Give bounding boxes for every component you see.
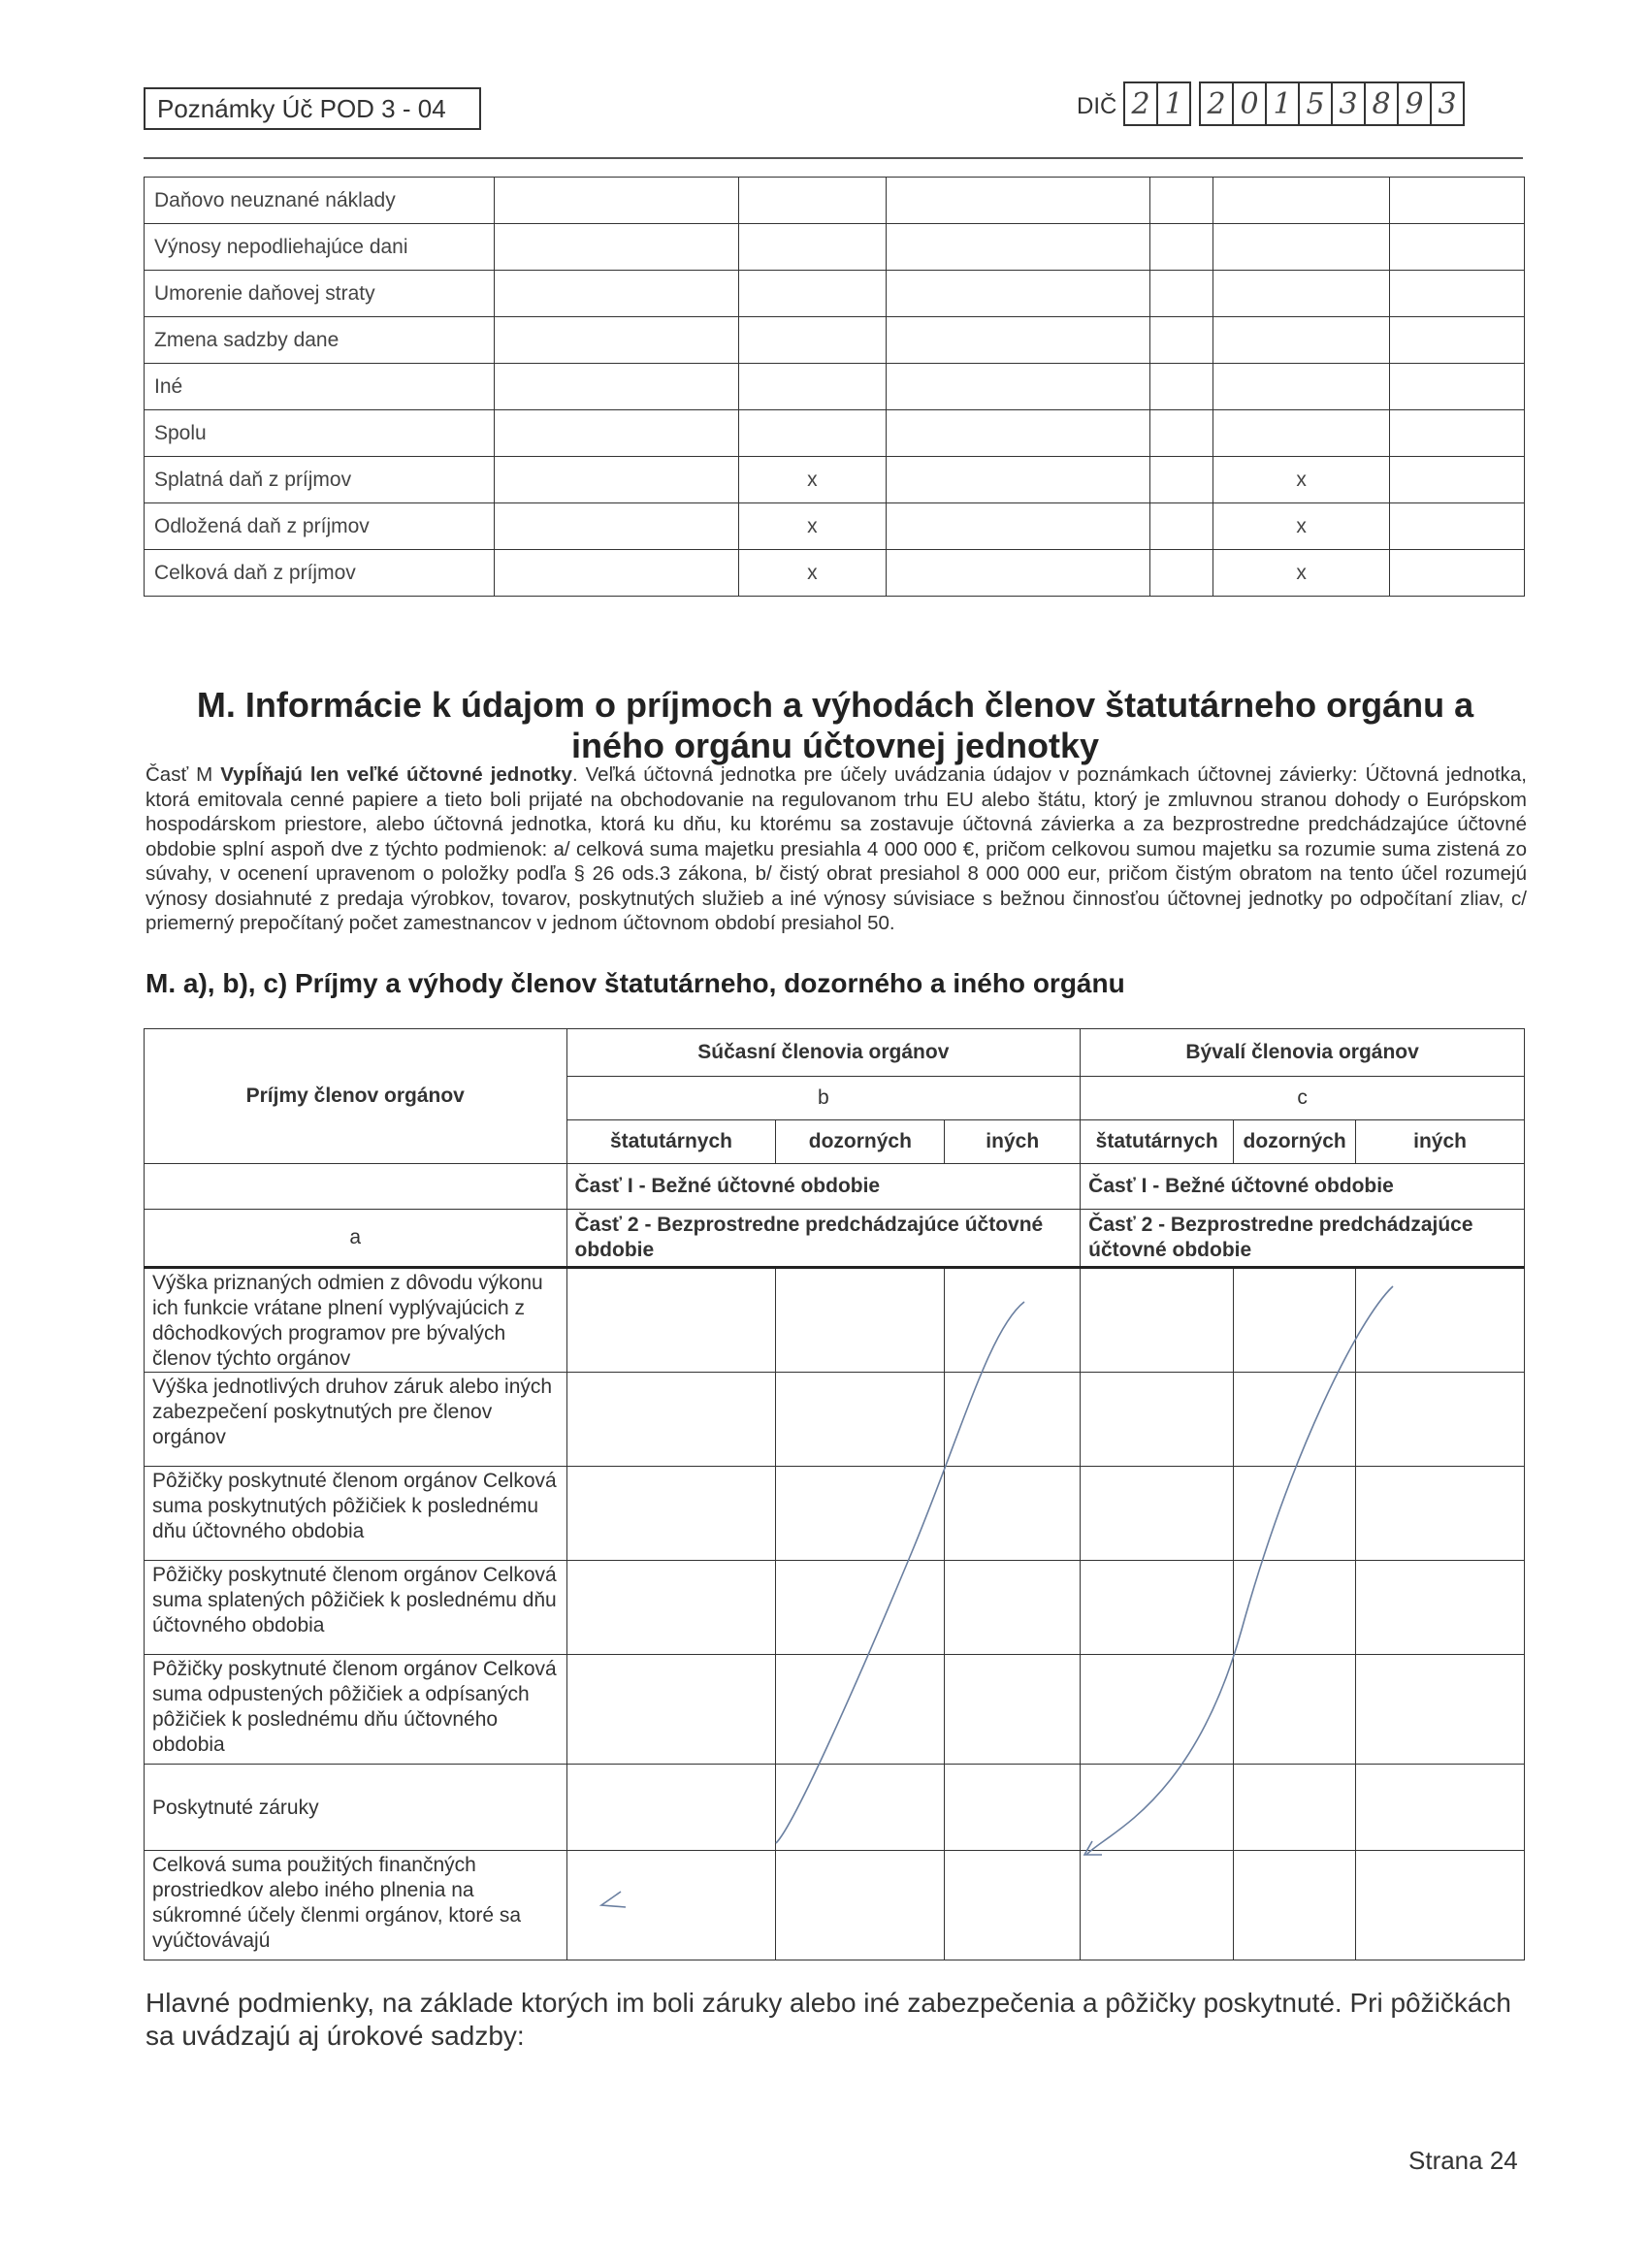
tax-cell (1390, 317, 1525, 364)
col-supervisory: dozorných (1234, 1120, 1356, 1164)
intro-prefix: Časť M (146, 763, 221, 786)
tax-cell (1390, 550, 1525, 597)
tax-cell-marker (738, 364, 887, 410)
members-cell (945, 1561, 1081, 1655)
members-row-label: Výška priznaných odmien z dôvodu výkonu ich funkcie vrátane plnení vyplývajúcich z dôchodkových programov pre bývalých členov týchto orgánov (145, 1268, 567, 1373)
tax-cell (1149, 503, 1212, 550)
tax-cell (494, 317, 738, 364)
members-cell (1081, 1561, 1234, 1655)
tax-cell (887, 503, 1149, 550)
tax-cell (494, 224, 738, 271)
tax-cell-marker: x (1212, 457, 1389, 503)
tax-cell (1149, 271, 1212, 317)
tax-cell (887, 457, 1149, 503)
spacer-cell (145, 1164, 567, 1210)
members-row-label: Pôžičky poskytnuté členom orgánov Celková suma poskytnutých pôžičiek k poslednému dňu účtovného obdobia (145, 1467, 567, 1561)
intro-text: . Veľká účtovná jednotka pre účely uvádzania údajov v poznámkach účtovnej závierky: Účtovná jednotka, ktorá emitovala cenné papiere a tieto boli prijaté na obchodovanie na regulovanom trhu EU alebo štátu, ktorý je zmluvnou stranou dohody o Európskom hospodárskom priestore, alebo účtovná jednotka, ktorá ku dňu, ku ktorému sa zostavuje účtovná závierka a za bezprostredne predchádzajúce účtovné obdobie splní aspoň dve z týchto podmienok: a/ celková suma majetku presiahla 4 000 000 €, pričom celkovou sumou majetku sa rozumie suma zistená zo súvahy, v ocenení upravenom o položky podľa § 26 ods.3 zákona, b/ čistý obrat presiahol 8 000 000 eur, pričom čistým obratom na tento účel rozumejú výnosy dosiahnuté z predaja výrobkov, tovarov, poskytnutých služieb a iné výnosy súvisiace s bežnou činnosťou účtovnej jednotky po odpočítaní zliav, c/ priemerný prepočítaný počet zamestnancov v jednom účtovnom období presiahol 50. (146, 763, 1528, 934)
tax-row-label: Zmena sadzby dane (145, 317, 495, 364)
members-cell (1234, 1765, 1356, 1851)
tax-row (145, 410, 1525, 457)
col-statutory: štatutárnych (1081, 1120, 1234, 1164)
tax-cell (887, 271, 1149, 317)
tax-cell-marker (738, 410, 887, 457)
tax-row (145, 550, 1525, 597)
tax-cell-marker: x (738, 550, 887, 597)
members-cell (566, 1851, 776, 1960)
form-title: Poznámky Úč POD 3 - 04 (144, 87, 481, 130)
tax-row (145, 503, 1525, 550)
tax-row-label: Celková daň z príjmov (145, 550, 495, 597)
tax-cell-marker (1212, 364, 1389, 410)
tax-cell (1390, 457, 1525, 503)
members-cell (1356, 1268, 1525, 1373)
members-cell (566, 1655, 776, 1765)
tax-cell (1149, 178, 1212, 224)
tax-cell (1390, 224, 1525, 271)
tax-cell-marker (738, 271, 887, 317)
former-letter: c (1081, 1077, 1525, 1120)
tax-row (145, 457, 1525, 503)
dic-digit: 2 (1123, 81, 1158, 126)
section-m-intro (146, 762, 1527, 936)
tax-cell (494, 271, 738, 317)
dic-digit: 0 (1232, 81, 1267, 126)
intro-bold: Vypĺňajú len veľké účtovné jednotky (220, 763, 572, 786)
members-cell (776, 1373, 945, 1467)
members-cell (1234, 1467, 1356, 1561)
tax-cell (1149, 550, 1212, 597)
members-cell (776, 1765, 945, 1851)
tax-row (145, 178, 1525, 224)
tax-cell (887, 364, 1149, 410)
tax-cell (887, 317, 1149, 364)
former-members-header: Bývalí členovia orgánov (1081, 1029, 1525, 1077)
members-cell (566, 1561, 776, 1655)
members-cell (1234, 1268, 1356, 1373)
members-cell (776, 1467, 945, 1561)
section-m-subtitle: M. a), b), c) Príjmy a výhody členov štatutárneho, dozorného a iného orgánu (146, 968, 1125, 998)
tax-row (145, 271, 1525, 317)
tax-cell (1390, 178, 1525, 224)
tax-cell-marker (1212, 178, 1389, 224)
members-row-label: Poskytnuté záruky (145, 1765, 567, 1851)
tax-row-label: Daňovo neuznané náklady (145, 178, 495, 224)
tax-row (145, 224, 1525, 271)
col-statutory: štatutárnych (566, 1120, 776, 1164)
members-cell (1081, 1765, 1234, 1851)
members-cell (1234, 1851, 1356, 1960)
tax-cell (887, 224, 1149, 271)
members-row-label: Pôžičky poskytnuté členom orgánov Celková suma splatených pôžičiek k poslednému dňu účtovného obdobia (145, 1561, 567, 1655)
members-cell (776, 1851, 945, 1960)
members-cell (566, 1467, 776, 1561)
members-income-table (144, 1028, 1525, 1960)
dic-digit: 3 (1430, 81, 1465, 126)
members-row (145, 1561, 1525, 1655)
tax-cell (1149, 457, 1212, 503)
tax-cell (1149, 224, 1212, 271)
part2-current: Časť 2 - Bezprostredne predchádzajúce účtovné obdobie (566, 1210, 1081, 1268)
tax-row-label: Splatná daň z príjmov (145, 457, 495, 503)
dic-digit: 3 (1331, 81, 1366, 126)
col-other: iných (945, 1120, 1081, 1164)
members-row (145, 1765, 1525, 1851)
tax-cell-marker (1212, 317, 1389, 364)
tax-cell-marker (1212, 410, 1389, 457)
members-cell (1356, 1851, 1525, 1960)
members-cell (1081, 1655, 1234, 1765)
members-cell (1234, 1655, 1356, 1765)
tax-cell (1149, 364, 1212, 410)
tax-cell-marker (738, 224, 887, 271)
tax-cell-marker (1212, 271, 1389, 317)
tax-cell (494, 503, 738, 550)
header-divider (144, 157, 1523, 159)
tax-cell (494, 550, 738, 597)
dic-digit: 1 (1156, 81, 1191, 126)
members-cell (776, 1268, 945, 1373)
tax-cell-marker: x (738, 503, 887, 550)
part2-former: Časť 2 - Bezprostredne predchádzajúce účtovné obdobie (1081, 1210, 1525, 1268)
dic-digit: 5 (1298, 81, 1333, 126)
tax-cell (494, 364, 738, 410)
dic-digit: 8 (1364, 81, 1399, 126)
tax-row-label: Umorenie daňovej straty (145, 271, 495, 317)
tax-cell (1390, 410, 1525, 457)
members-cell (945, 1467, 1081, 1561)
current-letter: b (566, 1077, 1081, 1120)
members-cell (566, 1765, 776, 1851)
tax-cell (1390, 271, 1525, 317)
tax-row-label: Výnosy nepodliehajúce dani (145, 224, 495, 271)
members-cell (945, 1851, 1081, 1960)
col-supervisory: dozorných (776, 1120, 945, 1164)
tax-cell (494, 410, 738, 457)
dic-digit: 2 (1199, 81, 1234, 126)
tax-row-label: Odložená daň z príjmov (145, 503, 495, 550)
members-row (145, 1467, 1525, 1561)
tax-cell (1149, 317, 1212, 364)
members-cell (1356, 1655, 1525, 1765)
members-cell (1356, 1467, 1525, 1561)
members-row (145, 1373, 1525, 1467)
page-number: Strana 24 (1408, 2146, 1518, 2175)
tax-cell (887, 178, 1149, 224)
members-row (145, 1655, 1525, 1765)
tax-row-label: Iné (145, 364, 495, 410)
tax-row (145, 317, 1525, 364)
members-cell (566, 1268, 776, 1373)
members-row-label: Výška jednotlivých druhov záruk alebo iných zabezpečení poskytnutých pre členov orgánov (145, 1373, 567, 1467)
members-cell (945, 1655, 1081, 1765)
members-cell (1081, 1467, 1234, 1561)
dic-field (1125, 81, 1465, 126)
part1-current: Časť I - Bežné účtovné obdobie (566, 1164, 1081, 1210)
members-cell (1234, 1373, 1356, 1467)
members-row-label: Pôžičky poskytnuté členom orgánov Celková suma odpustených pôžičiek a odpísaných pôžičiek k poslednému dňu účtovného obdobia (145, 1655, 567, 1765)
tax-row-label: Spolu (145, 410, 495, 457)
tax-cell (1390, 503, 1525, 550)
members-cell (1234, 1561, 1356, 1655)
tax-cell-marker (738, 317, 887, 364)
tax-cell-marker (1212, 224, 1389, 271)
members-cell (1356, 1561, 1525, 1655)
members-cell (776, 1655, 945, 1765)
members-cell (1356, 1373, 1525, 1467)
tax-row (145, 364, 1525, 410)
members-cell (1081, 1373, 1234, 1467)
tax-cell-marker: x (1212, 550, 1389, 597)
part1-former: Časť I - Bežné účtovné obdobie (1081, 1164, 1525, 1210)
dic-label: DIČ (1077, 93, 1117, 119)
corner-label: Príjmy členov orgánov (145, 1029, 567, 1164)
members-cell (945, 1268, 1081, 1373)
dic-digit: 1 (1265, 81, 1300, 126)
tax-cell (1149, 410, 1212, 457)
members-cell (945, 1373, 1081, 1467)
members-cell (1081, 1268, 1234, 1373)
members-row (145, 1268, 1525, 1373)
current-members-header: Súčasní členovia orgánov (566, 1029, 1081, 1077)
members-row (145, 1851, 1525, 1960)
tax-cell-marker: x (1212, 503, 1389, 550)
dic-digit: 9 (1397, 81, 1432, 126)
conditions-text: Hlavné podmienky, na základe ktorých im boli záruky alebo iné zabezpečenia a pôžičky poskytnuté. Pri pôžičkách sa uvádzajú aj úrokové sadzby: (146, 1988, 1511, 2051)
tax-cell-marker (738, 178, 887, 224)
tax-cell (887, 550, 1149, 597)
tax-cell (494, 457, 738, 503)
col-a-label: a (145, 1210, 567, 1268)
members-cell (945, 1765, 1081, 1851)
section-m-title: M. Informácie k údajom o príjmoch a výhodách členov štatutárneho orgánu a iného orgánu účtovnej jednotky (196, 685, 1474, 765)
members-cell (1356, 1765, 1525, 1851)
tax-reconciliation-table (144, 177, 1525, 597)
col-other: iných (1356, 1120, 1525, 1164)
members-cell (566, 1373, 776, 1467)
tax-cell (887, 410, 1149, 457)
members-cell (1081, 1851, 1234, 1960)
tax-cell (494, 178, 738, 224)
tax-cell (1390, 364, 1525, 410)
tax-cell-marker: x (738, 457, 887, 503)
members-cell (776, 1561, 945, 1655)
members-row-label: Celková suma použitých finančných prostriedkov alebo iného plnenia na súkromné účely členmi orgánov, ktoré sa vyúčtovávajú (145, 1851, 567, 1960)
